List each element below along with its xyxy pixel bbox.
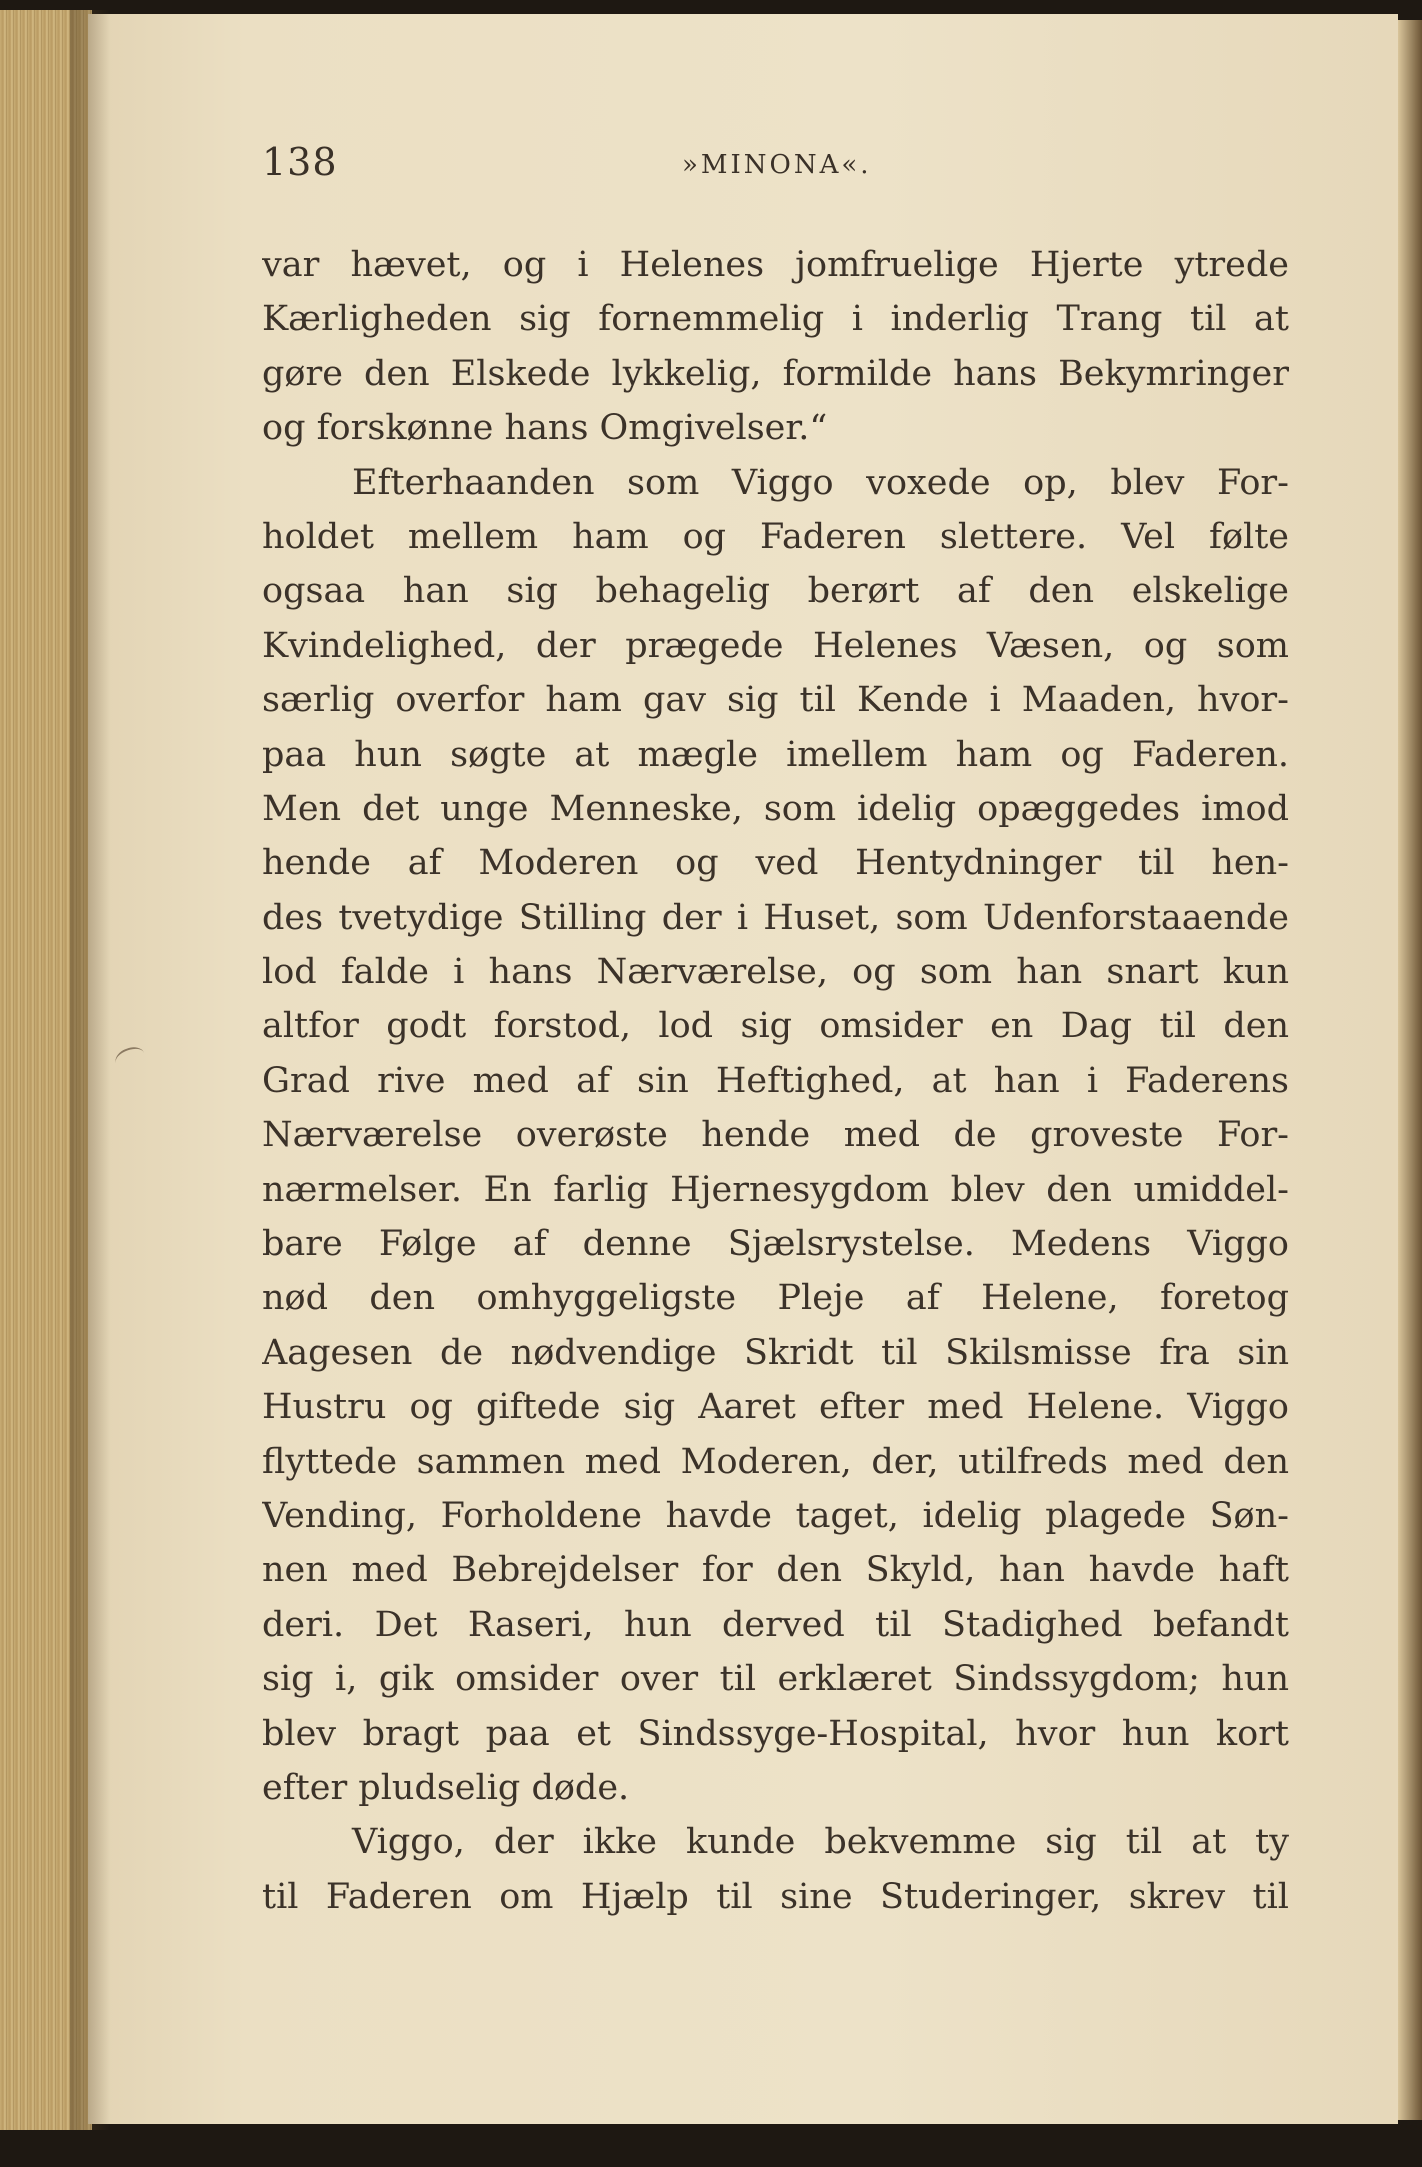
text-line: hende af Moderen og ved Hentydninger til hen- [262, 843, 1289, 884]
right-page-edge [1398, 20, 1422, 2120]
text-line: nød den omhyggeligste Pleje af Helene, foretog [262, 1278, 1289, 1319]
text-line: blev bragt paa et Sindssyge-Hospital, hvor hun kort [262, 1713, 1289, 1754]
text-line: nærmelser. En farlig Hjernesygdom blev den umiddel- [262, 1169, 1289, 1210]
text-line: Viggo, der ikke kunde bekvemme sig til at ty [352, 1822, 1289, 1863]
text-line: bare Følge af denne Sjælsrystelse. Medens Viggo [262, 1224, 1289, 1265]
page-header [262, 140, 1302, 192]
page-number: 138 [262, 140, 338, 184]
text-line: særlig overfor ham gav sig til Kende i Maaden, hvor- [262, 680, 1289, 721]
text-line: sig i, gik omsider over til erklæret Sindssygdom; hun [262, 1659, 1289, 1700]
text-line: ogsaa han sig behagelig berørt af den elskelige [262, 571, 1289, 612]
running-title: »MINONA«. [682, 150, 872, 180]
text-line: efter pludselig døde. [262, 1767, 630, 1808]
text-line: paa hun søgte at mægle imellem ham og Faderen. [262, 734, 1289, 775]
text-line: Aagesen de nødvendige Skridt til Skilsmisse fra sin [262, 1332, 1289, 1373]
text-line: Grad rive med af sin Heftighed, at han i Faderens [262, 1060, 1289, 1101]
text-line: flyttede sammen med Moderen, der, utilfreds med den [262, 1441, 1289, 1482]
text-line: Nærværelse overøste hende med de groveste For- [262, 1115, 1289, 1156]
text-line: holdet mellem ham og Faderen slettere. Vel følte [262, 516, 1289, 557]
text-line: des tvetydige Stilling der i Huset, som Udenforstaaende [262, 897, 1289, 938]
text-line: Men det unge Menneske, som idelig opæggedes imod [262, 788, 1289, 829]
text-line: Hustru og giftede sig Aaret efter med Helene. Viggo [262, 1387, 1289, 1428]
text-line: lod falde i hans Nærværelse, og som han snart kun [262, 952, 1289, 993]
text-line: Vending, Forholdene havde taget, idelig plagede Søn- [262, 1495, 1289, 1536]
body-text [262, 238, 1289, 1924]
text-line: altfor godt forstod, lod sig omsider en Dag til den [262, 1006, 1289, 1047]
text-line: Kvindelighed, der prægede Helenes Væsen, og som [262, 625, 1289, 666]
text-line: var hævet, og i Helenes jomfruelige Hjerte ytrede [262, 245, 1289, 285]
text-line: gøre den Elskede lykkelig, formilde hans Bekymringer [262, 353, 1289, 394]
text-line: Kærligheden sig fornemmelig i inderlig Trang til at [262, 299, 1289, 340]
text-line: nen med Bebrejdelser for den Skyld, han havde haft [262, 1550, 1289, 1591]
text-line: og forskønne hans Omgivelser.“ [262, 408, 828, 449]
text-line: Efterhaanden som Viggo voxede op, blev For- [352, 462, 1289, 503]
text-line: til Faderen om Hjælp til sine Studeringer, skrev til [262, 1876, 1289, 1917]
text-line: deri. Det Raseri, hun derved til Stadighed befandt [262, 1604, 1289, 1645]
binding-shadow [70, 10, 110, 2130]
